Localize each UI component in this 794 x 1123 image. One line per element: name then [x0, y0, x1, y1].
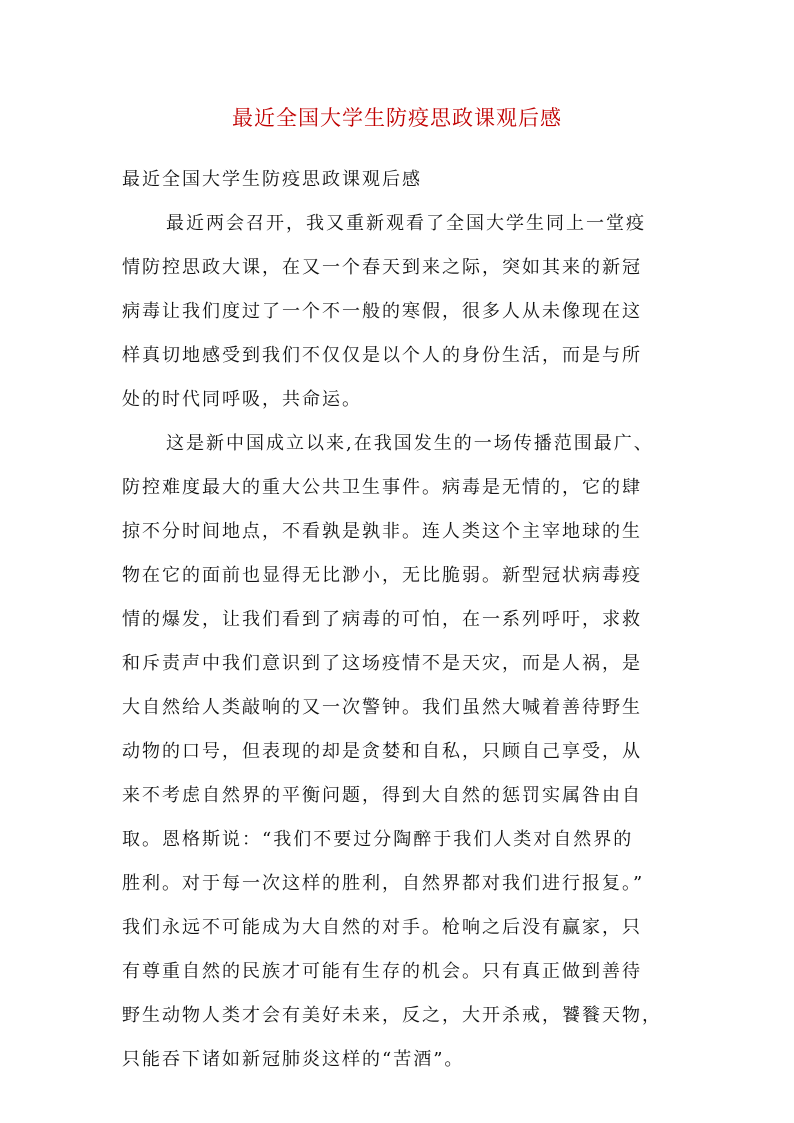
- paragraph-2: [122, 422, 682, 1082]
- paragraph-line: 情的爆发，让我们看到了病毒的可怕，在一系列呼吁，求救: [122, 609, 642, 630]
- paragraph-line: 大自然给人类敲响的又一次警钟。我们虽然大喊着善待野生: [122, 697, 642, 718]
- paragraph-line: 取。恩格斯说：“我们不要过分陶醉于我们人类对自然界的: [122, 829, 634, 850]
- document-subtitle: 最近全国大学生防疫思政课观后感: [122, 169, 422, 190]
- paragraph-line: 情防控思政大课，在又一个春天到来之际，突如其来的新冠: [122, 257, 642, 278]
- paragraph-line: 和斥责声中我们意识到了这场疫情不是天灾，而是人祸，是: [122, 653, 642, 674]
- paragraph-line: 病毒让我们度过了一个不一般的寒假，很多人从未像现在这: [122, 301, 642, 322]
- document-title: 最近全国大学生防疫思政课观后感: [232, 106, 562, 130]
- paragraph-line: 胜利。对于每一次这样的胜利，自然界都对我们进行报复。”: [122, 873, 645, 894]
- paragraph-line: 样真切地感受到我们不仅仅是以个人的身份生活，而是与所: [122, 345, 642, 366]
- paragraph-line: 只能吞下诸如新冠肺炎这样的“苦酒”。: [122, 1049, 465, 1070]
- paragraph-1: [122, 202, 682, 422]
- paragraph-line: 防控难度最大的重大公共卫生事件。病毒是无情的，它的肆: [122, 477, 642, 498]
- paragraph-line: 有尊重自然的民族才可能有生存的机会。只有真正做到善待: [122, 961, 642, 982]
- paragraph-line: 掠不分时间地点，不看孰是孰非。连人类这个主宰地球的生: [122, 521, 642, 542]
- document-body: [122, 158, 682, 1082]
- paragraph-line: 处的时代同呼吸，共命运。: [122, 389, 362, 410]
- paragraph-line: 动物的口号，但表现的却是贪婪和自私，只顾自己享受，从: [122, 741, 642, 762]
- paragraph-line: 最近两会召开，我又重新观看了全国大学生同上一堂疫: [166, 213, 646, 234]
- paragraph-line: 来不考虑自然界的平衡问题，得到大自然的惩罚实属咎由自: [122, 785, 642, 806]
- paragraph-line: 这是新中国成立以来,在我国发生的一场传播范围最广、: [166, 433, 654, 454]
- paragraph-line: 物在它的面前也显得无比渺小，无比脆弱。新型冠状病毒疫: [122, 565, 642, 586]
- paragraph-line: 我们永远不可能成为大自然的对手。枪响之后没有赢家，只: [122, 917, 642, 938]
- paragraph-line: 野生动物人类才会有美好未来，反之，大开杀戒，饕餮天物，: [122, 1005, 662, 1026]
